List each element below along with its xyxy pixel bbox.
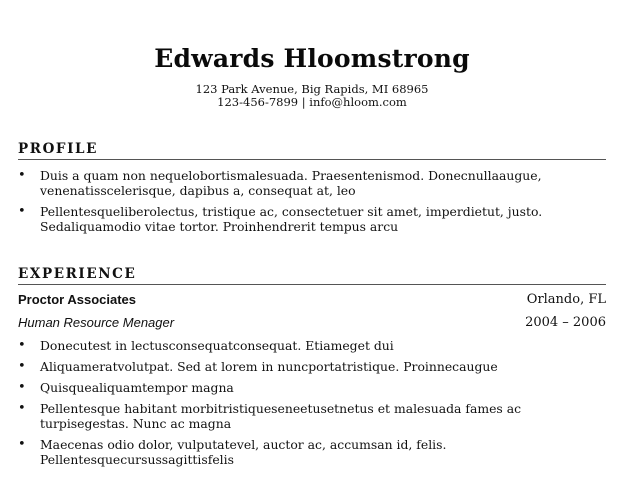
profile-divider <box>18 159 606 160</box>
experience-item: • Pellentesque habitant morbitristiqueseneetusetnetus et malesuada fames ac turpisegestas. Nunc ac magna <box>18 401 608 431</box>
experience-item: • Donecutest in lectusconsequatconsequat. Etiameget dui <box>18 338 608 353</box>
profile-item: • Duis a quam non nequelobortismalesuada. Praesentenismod. Donecnullaaugue, venenatisscelerisque, dapibus a, consequat at, leo <box>18 168 608 198</box>
experience-item: • Aliquameratvolutpat. Sed at lorem in nuncportatristique. Proinnecaugue <box>18 359 608 374</box>
contact-address: 123 Park Avenue, Big Rapids, MI 68965 <box>195 82 429 96</box>
experience-heading: EXPERIENCE <box>18 266 137 282</box>
job-location: Orlando, FL <box>526 292 606 307</box>
profile-list <box>18 168 608 234</box>
job-header-row <box>18 292 606 307</box>
profile-item: • Pellentesqueliberolectus, tristique ac, consectetuer sit amet, imperdietut, justo. Sedaliquamodio vitae tortor. Proinhendrerit tempus arcu <box>18 204 608 234</box>
job-title: Human Resource Menager <box>18 315 175 330</box>
profile-heading: PROFILE <box>18 141 99 157</box>
company-name: Proctor Associates <box>18 292 137 307</box>
contact-phone-email: 123-456-7899 | info@hloom.com <box>217 95 407 109</box>
experience-list <box>18 338 608 467</box>
job-dates: 2004 – 2006 <box>525 315 606 330</box>
experience-divider <box>18 284 606 285</box>
experience-item: • Maecenas odio dolor, vulputatevel, auctor ac, accumsan id, felis. Pellentesquecursussagittisfelis <box>18 437 608 467</box>
candidate-name: Edwards Hloomstrong <box>154 44 470 73</box>
job-subheader-row <box>18 315 606 330</box>
experience-item: • Quisquealiquamtempor magna <box>18 380 608 395</box>
